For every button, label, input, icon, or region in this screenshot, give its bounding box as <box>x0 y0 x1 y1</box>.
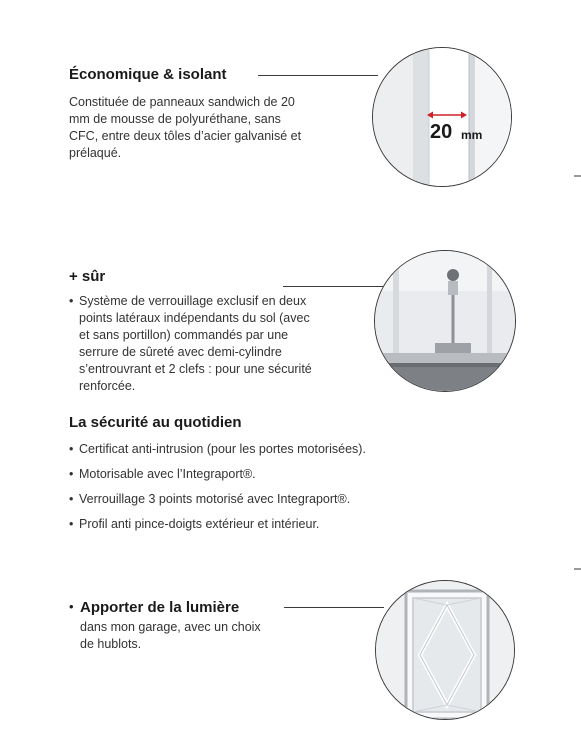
plus-sur-list <box>69 293 319 395</box>
panel-thickness-image <box>372 47 512 187</box>
securite-list <box>69 441 469 541</box>
edge-mark <box>574 568 581 570</box>
edge-mark <box>574 175 581 177</box>
bullet-dot: • <box>69 599 74 614</box>
list-item: • Verrouillage 3 points motorisé avec Integraport®. <box>69 491 469 508</box>
list-item: • Système de verrouillage exclusif en deux points latéraux indépendants du sol (avec et sans portillon) commandés par une serrure de sûreté avec demi-cylindre s’entrouvrant et 2 clefs : pour une sécurité renforcée. <box>69 293 319 395</box>
section-title-economique: Économique & isolant <box>69 66 227 83</box>
connector-line <box>258 75 378 76</box>
section-title-securite: La sécurité au quotidien <box>69 414 242 431</box>
lock-mechanism-image <box>374 250 516 392</box>
measure-unit: mm <box>461 128 483 142</box>
measure-value: 20 <box>430 121 453 143</box>
section-title-lumiere: Apporter de la lumière <box>80 599 240 616</box>
list-item: • Profil anti pince-doigts extérieur et intérieur. <box>69 516 469 533</box>
window-porthole-image <box>375 580 515 720</box>
list-item: • Motorisable avec l’Integraport®. <box>69 466 469 483</box>
section-body-economique: Constituée de panneaux sandwich de 20 mm de mousse de polyuréthane, sans CFC, entre deux tôles d’acier galvanisé et prélaqué. <box>69 95 302 160</box>
section-body-lumiere: dans mon garage, avec un choix de hublots. <box>80 620 261 651</box>
connector-line <box>284 607 384 608</box>
measure-arrow-icon <box>427 110 467 120</box>
section-title-plus-sur: + sûr <box>69 268 106 285</box>
connector-line <box>283 286 383 287</box>
list-item: • Certificat anti-intrusion (pour les portes motorisées). <box>69 441 469 458</box>
